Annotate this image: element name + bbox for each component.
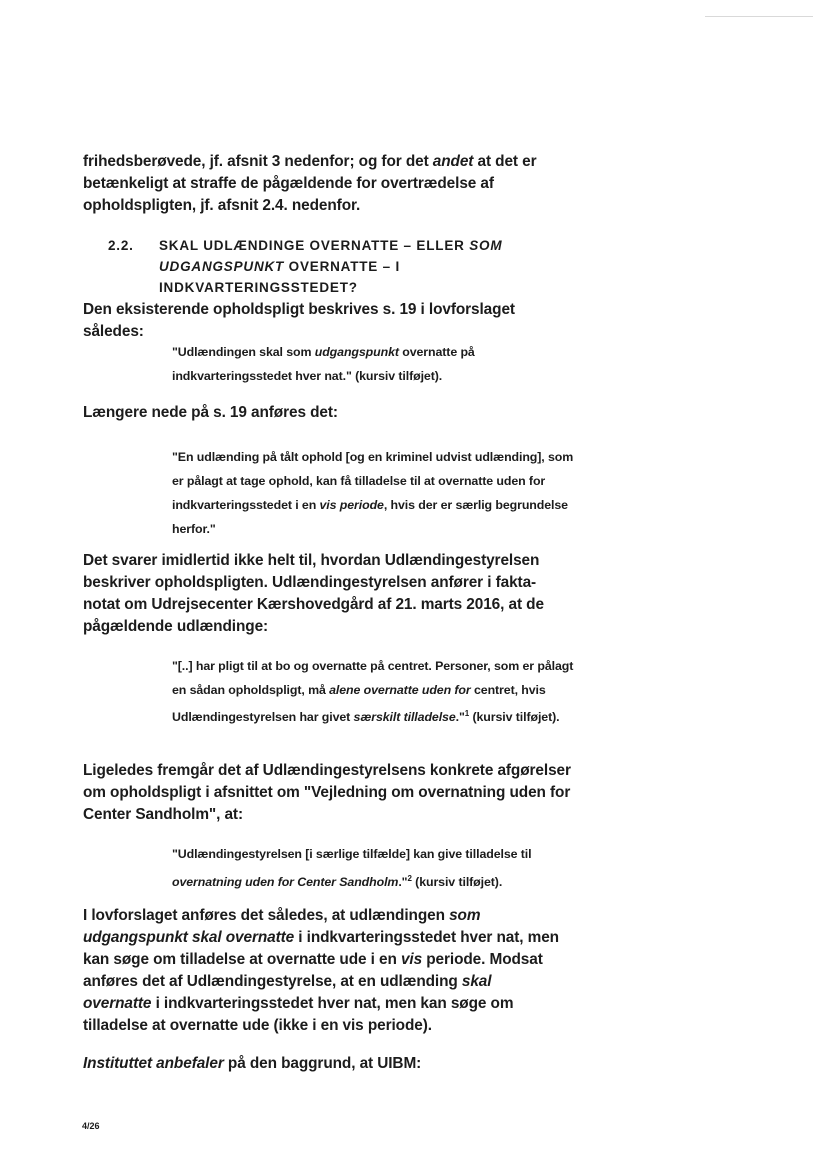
text: I lovforslaget anføres det således, at udlændingen [83, 907, 450, 924]
text: "Udlændingen skal som [172, 345, 315, 359]
text: periode. Modsat anføres det af Udlændingestyrelse, at en udlænding [83, 951, 543, 990]
italic-text: vis [400, 951, 423, 968]
text: SKAL UDLÆNDINGE OVERNATTE – ELLER [159, 238, 470, 253]
italic-text: alene overnatte uden for [329, 682, 471, 697]
paragraph-existing-duty: Den eksisterende opholdspligt beskrives s. 19 i lovforslaget således: [83, 301, 515, 340]
paragraph-agency: Det svarer imidlertid ikke helt til, hvordan Udlændingestyrelsen beskriver opholdspligten. Udlændingestyrelsen anfører i fakta-notat om Udrejsecenter Kærshovedgård af 21. marts 2016, at de pågældende udlændinge: [83, 552, 544, 635]
text: OVERNATTE – I INDKVARTERINGSSTEDET? [159, 259, 401, 295]
italic-text: som udgangspunkt skal overnatte [83, 907, 481, 946]
paragraph-further-down: Længere nede på s. 19 anføres det: [83, 404, 338, 421]
text: (kursiv tilføjet). [411, 874, 503, 889]
block-quote-3 [172, 655, 584, 730]
text: "[..] har pligt til at bo og overnatte på centret. Personer, som er pålagt en sådan opholdspligt, må [172, 659, 574, 697]
text: på den baggrund, at UIBM: [223, 1055, 422, 1072]
text: frihedsberøvede, jf. afsnit 3 nedenfor; og for det [83, 153, 433, 170]
paragraph-comparison [83, 905, 563, 1037]
italic-text: vis periode [319, 498, 384, 512]
text: , hvis der er særlig begrundelse herfor." [172, 498, 568, 536]
text: at det er betænkeligt at straffe de pågældende for overtrædelse af opholdspligten, jf. afsnit 2.4. nedenfor. [83, 153, 537, 214]
italic-text: udgangspunkt [314, 345, 399, 359]
italic-text: SOM UDGANGSPUNKT [159, 238, 503, 274]
block-quote-2 [172, 445, 587, 541]
text: ." [398, 874, 408, 889]
text: i indkvarteringsstedet hver nat, men kan søge om tilladelse at overnatte ude (ikke i en vis periode). [83, 995, 514, 1034]
section-title [159, 235, 568, 298]
paragraph-intro [83, 151, 553, 217]
text: centret, hvis Udlændingestyrelsen har givet [172, 682, 546, 725]
block-quote-1 [172, 341, 552, 388]
text: "Udlændingestyrelsen [i særlige tilfælde] kan give tilladelse til [172, 847, 532, 861]
section-number: 2.2. [108, 238, 134, 253]
text: ." [455, 710, 465, 725]
italic-text: Instituttet anbefaler [83, 1055, 224, 1072]
block-quote-4 [172, 843, 572, 894]
paragraph-decisions: Ligeledes fremgår det af Udlændingestyrelsens konkrete afgørelser om opholdspligt i afsnittet om "Vejledning om overnatning uden for Center Sandholm", at: [83, 762, 571, 823]
italic-text: andet [432, 153, 474, 170]
italic-text: overnatning uden for Center Sandholm [172, 874, 399, 889]
text: "En udlænding på tålt ophold [og en kriminel udvist udlænding], som er pålagt at tage ophold, kan få tilladelse til at overnatte uden for indkvarteringsstedet i en [172, 450, 574, 512]
italic-text: særskilt tilladelse [353, 710, 456, 725]
section-heading [108, 235, 568, 298]
page-number: 4/26 [82, 1121, 100, 1131]
text: (kursiv tilføjet). [469, 710, 560, 725]
italic-text: skal overnatte [83, 973, 492, 1012]
footnote-ref: 2 [407, 873, 412, 883]
text: i indkvarteringsstedet hver nat, men kan søge om tilladelse at overnatte ude i en [83, 929, 559, 968]
scan-edge-line [705, 16, 813, 17]
text: overnatte på indkvarteringsstedet hver nat." (kursiv tilføjet). [172, 345, 475, 383]
footnote-ref: 1 [464, 709, 470, 718]
paragraph-recommendation [83, 1053, 553, 1075]
